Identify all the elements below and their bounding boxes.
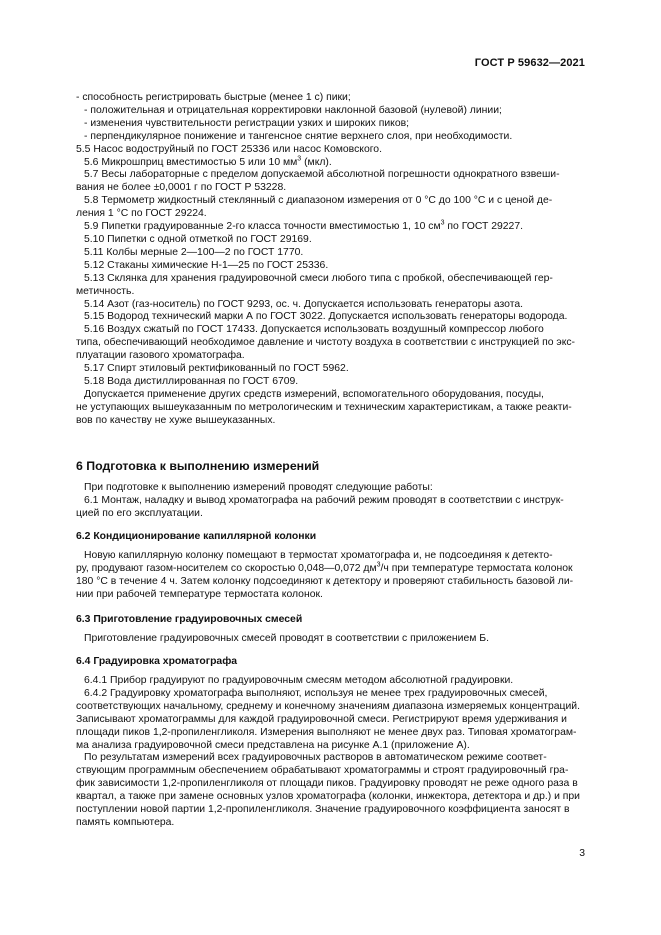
- item-6-1-line-2: цией по его эксплуатации.: [76, 507, 203, 519]
- allowance-line-2: не уступающих вышеуказанным по метрологическим и техническим характеристикам, а также реакти-: [76, 401, 572, 413]
- item-5-16-line-1: 5.16 Воздух сжатый по ГОСТ 17433. Допускается использовать воздушный компрессор любого: [84, 324, 544, 336]
- section-6-3-line-1: Приготовление градуировочных смесей проводят в соответствии с приложением Б.: [84, 633, 489, 644]
- item-5-7-line-2: вания не более ±0,0001 г по ГОСТ Р 53228.: [76, 182, 287, 194]
- item-5-16-line-2: типа, обеспечивающий необходимое давление и чистоту воздуха в соответствии с инструкцией по экс-: [76, 337, 576, 349]
- item-6-4-2-line-1: 6.4.2 Градуировку хроматографа выполняют, используя не менее трех градуировочных смесей,: [84, 687, 548, 699]
- page-number: 3: [579, 848, 585, 859]
- item-5-15: 5.15 Водород технический марки А по ГОСТ 3022. Допускается использовать генераторы водорода.: [84, 311, 568, 323]
- section-6-2-title: 6.2 Кондиционирование капиллярной колонки: [76, 531, 317, 542]
- section-6-2-line-2-text: ру, продувают газом-носителем со скоростью 0,048—0,072 дм: [76, 562, 377, 574]
- item-6-4-3-line-1: По результатам измерений всех градуировочных растворов в автоматическом режиме соответ-: [84, 752, 547, 764]
- item-6-4-2-line-4: площади пиков 1,2-пропиленгликоля. Измерения выполняют не менее двух раз. Типовая хроматограм-: [76, 726, 577, 738]
- section-6-2-line-3: 180 °С в течение 4 ч. Затем колонку подсоединяют к детектору и проверяют стабильность базовой ли-: [76, 575, 574, 587]
- item-6-4-3-line-4: квартал, а также при замене основных узлов хроматографа (колонки, инжектора, детектора и др.) и при: [76, 791, 580, 803]
- item-5-13-line-1: 5.13 Склянка для хранения градуировочной смеси любого типа с пробкой, обеспечивающей гер-: [84, 272, 553, 284]
- section-6-intro: При подготовке к выполнению измерений проводят следующие работы:: [84, 482, 433, 493]
- item-5-6-text: 5.6 Микрошприц вместимостью 5 или 10 мм: [84, 156, 298, 168]
- software-capabilities-list: [76, 92, 584, 144]
- superscript: 3: [440, 219, 445, 227]
- allowance-line-3: вов по качеству не хуже вышеуказанных.: [76, 414, 276, 426]
- item-5-16-line-3: плуатации газового хроматографа.: [76, 350, 245, 362]
- item-6-4-2-line-5: ма анализа градуировочной смеси представлена на рисунке А.1 (приложение А).: [76, 739, 470, 751]
- item-5-12: 5.12 Стаканы химические Н-1—25 по ГОСТ 25336.: [84, 259, 329, 271]
- item-5-14: 5.14 Азот (газ-носитель) по ГОСТ 9293, ос. ч. Допускается использовать генераторы азота.: [84, 298, 524, 310]
- section-6-2-line-2: [68, 563, 584, 576]
- item-5-9-ref: по ГОСТ 29227.: [444, 221, 523, 233]
- item-6-4-2-line-3: Записывают хроматограммы для каждой градуировочной смеси. Регистрируют время удерживания и: [76, 713, 567, 725]
- equipment-list: [76, 92, 584, 428]
- item-5-6-unit: (мкл).: [301, 156, 332, 168]
- item-5-10: 5.10 Пипетки с одной отметкой по ГОСТ 29169.: [84, 233, 312, 245]
- item-5-5: 5.5 Насос водоструйный по ГОСТ 25336 или насос Комовского.: [76, 143, 382, 155]
- item-5-17: 5.17 Спирт этиловый ректификованный по ГОСТ 5962.: [84, 363, 349, 375]
- section-6-2-line-2-rest: /ч при температуре термостата колонок: [380, 562, 573, 574]
- item-6-4-2-line-2: соответствующих начальному, среднему и конечному значениям диапазона измеряемых концентраций.: [76, 700, 580, 712]
- item-5-6: [76, 157, 584, 170]
- section-6-4-body: [76, 675, 584, 830]
- document-code: ГОСТ Р 59632—2021: [474, 57, 585, 69]
- item-6-1-line-1: 6.1 Монтаж, наладку и вывод хроматографа на рабочий режим проводят в соответствии с инструк-: [84, 494, 564, 506]
- allowance-line-1: Допускается применение других средств измерений, вспомогательного оборудования, посуды,: [84, 388, 544, 400]
- item-6-4-3-line-3: фик зависимости 1,2-пропиленгликоля от площади пиков. Градуировку проводят не реже одного раза в: [76, 778, 578, 790]
- section-6-3-body: [76, 633, 584, 646]
- item-6-4-1: 6.4.1 Прибор градуируют по градуировочным смесям методом абсолютной градуировки.: [84, 675, 514, 686]
- item-6-4-3-line-5: поступлении новой партии 1,2-пропиленгликоля. Значение градуировочного коэффициента заносят в: [76, 804, 570, 816]
- item-6-4-3-line-6: память компьютера.: [76, 816, 175, 828]
- section-6-4-title: 6.4 Градуировка хроматографа: [76, 656, 238, 667]
- item-6-4-3-line-2: ствующим программным обеспечением обрабатывают хроматограммы и строят градуировочный гра-: [76, 765, 569, 777]
- list-item: - изменения чувствительности регистрации узких и широких пиков;: [84, 117, 410, 129]
- section-6-body: [76, 482, 584, 521]
- item-5-8-line-2: ления 1 °С по ГОСТ 29224.: [76, 208, 207, 220]
- item-5-8-line-1: 5.8 Термометр жидкостный стеклянный с диапазоном измерения от 0 °С до 100 °С и с ценой де-: [84, 195, 553, 207]
- list-item: - способность регистрировать быстрые (менее 1 с) пики;: [76, 92, 351, 103]
- item-5-7-line-1: 5.7 Весы лабораторные с пределом допускаемой абсолютной погрешности однократного взвеши-: [84, 169, 560, 181]
- superscript: 3: [376, 561, 381, 569]
- item-5-9: [76, 221, 584, 234]
- item-5-18: 5.18 Вода дистиллированная по ГОСТ 6709.: [84, 375, 299, 387]
- section-6-3-title: 6.3 Приготовление градуировочных смесей: [76, 614, 303, 625]
- section-6-2-line-1: Новую капиллярную колонку помещают в термостат хроматографа и, не подсоединяя к детекто-: [84, 550, 553, 561]
- item-5-9-text: 5.9 Пипетки градуированные 2-го класса точности вместимостью 1, 10 см: [84, 221, 441, 233]
- list-item: - положительная и отрицательная корректировки наклонной базовой (нулевой) линии;: [84, 104, 502, 116]
- section-6-2-line-4: нии при рабочей температуре термостата колонок.: [76, 588, 323, 600]
- superscript: 3: [297, 155, 302, 163]
- list-item: - перпендикулярное понижение и тангенсное снятие верхнего слоя, при необходимости.: [84, 130, 513, 142]
- item-5-13-line-2: метичность.: [76, 285, 135, 297]
- section-6-title: 6 Подготовка к выполнению измерений: [76, 459, 320, 473]
- section-6-2-body: [76, 550, 584, 602]
- item-5-11: 5.11 Колбы мерные 2—100—2 по ГОСТ 1770.: [84, 246, 304, 258]
